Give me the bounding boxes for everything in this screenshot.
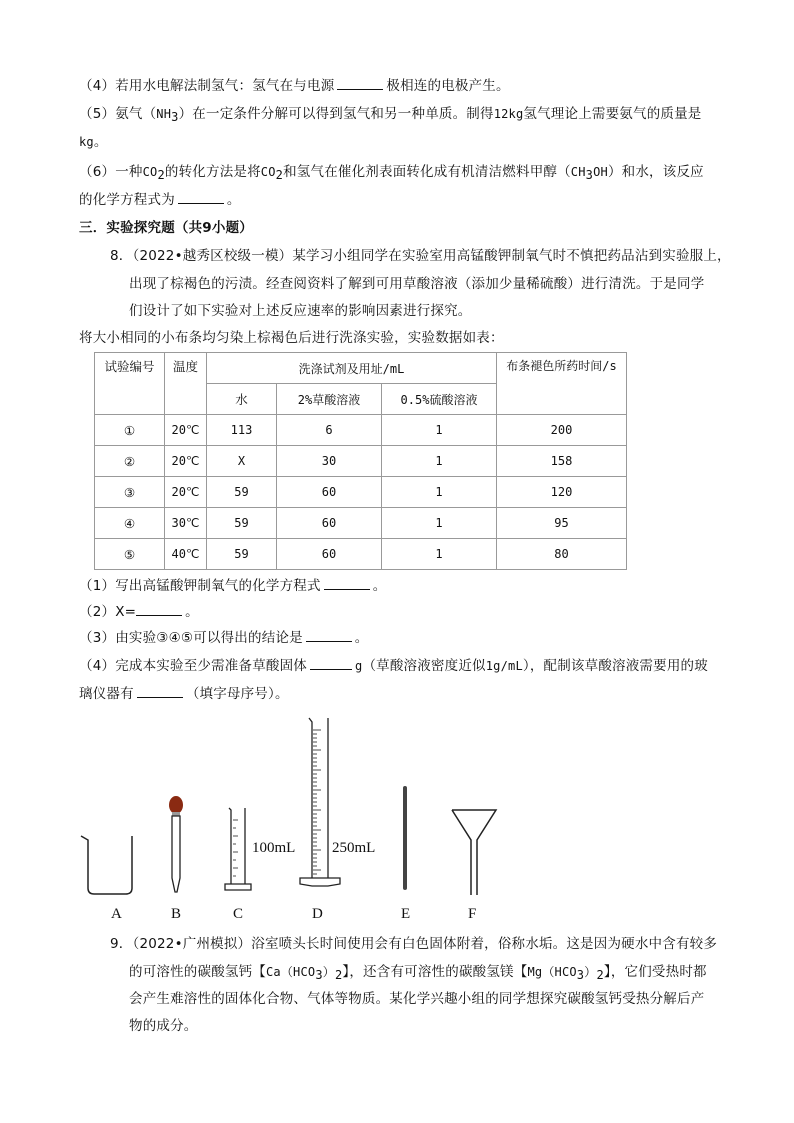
graduated-cylinder-100ml-icon — [225, 808, 251, 890]
table-row — [95, 415, 627, 446]
header-temp: 温度 — [165, 353, 207, 415]
glass-rod-icon — [403, 786, 407, 890]
q9-line2: 的可溶性的碳酸氢钙【$Ca(HCO_3)_2$】，还含有可溶性的碳酸氢镁【$Mg(HCO_3)_2$】，它们受热时都 — [129, 964, 707, 982]
cell-time: 200 — [497, 415, 627, 446]
cell-oxalic: 60 — [277, 477, 382, 508]
table-row — [95, 446, 627, 477]
cell-sulfuric: 1 — [382, 477, 497, 508]
subheader-water: 水 — [207, 384, 277, 415]
cell-water: 113 — [207, 415, 277, 446]
q7-part5: （5）氨气$(NH_3)$在一定条件分解可以得到氢气和另一种单质。制得12kg氢气理论上需要氨气的质量是 — [79, 106, 702, 124]
cell-time: 158 — [497, 446, 627, 477]
equipment-label-b: B — [171, 906, 182, 922]
q8-table-intro: 将大小相同的小布条均匀染上棕褐色后进行洗涤实验，实验数据如表： — [79, 330, 504, 346]
cell-id: ④ — [95, 508, 165, 539]
table-row — [95, 539, 627, 570]
table-header-row — [95, 353, 627, 384]
q7-part6: （6）一种$CO_2$的转化方法是将$CO_2$和氢气在催化剂表面转化成有机清洁燃料甲醇$(CH_3OH)$和水，该反应 — [79, 164, 704, 182]
subheader-sulfuric: 0.5%硫酸溶液 — [382, 384, 497, 415]
cell-temp: 20℃ — [165, 415, 207, 446]
cell-temp: 30℃ — [165, 508, 207, 539]
cell-sulfuric: 1 — [382, 508, 497, 539]
q8-sub1: （1）写出高锰酸钾制氧气的化学方程式 。 — [79, 578, 387, 594]
experiment-table — [94, 352, 627, 570]
q8-intro-line2: 出现了棕褐色的污渍。经查阅资料了解到可用草酸溶液（添加少量稀硫酸）进行清洗。于是同学 — [129, 276, 705, 292]
q9-line3: 会产生难溶性的固体化合物、气体等物质。某化学兴趣小组的同学想探究碳酸氢钙受热分解后产 — [129, 991, 705, 1007]
q8-sub4-line2: 璃仪器有 （填字母序号）。 — [79, 686, 289, 702]
beaker-icon — [81, 836, 132, 894]
q7-part5-line2: kg。 — [79, 134, 108, 150]
cell-oxalic: 6 — [277, 415, 382, 446]
q8-intro-line3: 们设计了如下实验对上述反应速率的影响因素进行探究。 — [129, 303, 472, 319]
cell-oxalic: 30 — [277, 446, 382, 477]
answer-blank[interactable] — [178, 190, 224, 204]
dropper-icon — [169, 796, 183, 892]
cell-time: 120 — [497, 477, 627, 508]
cell-temp: 40℃ — [165, 539, 207, 570]
cell-sulfuric: 1 — [382, 415, 497, 446]
answer-blank[interactable] — [337, 76, 383, 90]
header-time: 布条褪色所药时间/s — [497, 353, 627, 415]
equipment-label-f: F — [468, 906, 477, 922]
cell-oxalic: 60 — [277, 539, 382, 570]
answer-blank[interactable] — [310, 656, 352, 670]
volume-label-250ml: 250mL — [332, 840, 376, 856]
cell-temp: 20℃ — [165, 446, 207, 477]
answer-blank[interactable] — [306, 628, 352, 642]
equipment-label-c: C — [233, 906, 244, 922]
cell-id: ③ — [95, 477, 165, 508]
cell-oxalic: 60 — [277, 508, 382, 539]
cell-id: ② — [95, 446, 165, 477]
answer-blank[interactable] — [136, 602, 182, 616]
equipment-label-d: D — [312, 906, 323, 922]
q9-line4: 物的成分。 — [129, 1018, 198, 1034]
header-id: 试验编号 — [95, 353, 165, 415]
lab-equipment-figure — [0, 700, 794, 930]
q8-intro-line1: 8．（2022•越秀区校级一模）某学习小组同学在实验室用高锰酸钾制氧气时不慎把药品沾到实验服上， — [110, 248, 731, 264]
volume-label-100ml: 100mL — [252, 840, 296, 856]
table-row — [95, 477, 627, 508]
cell-temp: 20℃ — [165, 477, 207, 508]
cell-water: 59 — [207, 508, 277, 539]
table-row — [95, 508, 627, 539]
cell-time: 80 — [497, 539, 627, 570]
q8-sub4: （4）完成本实验至少需准备草酸固体 g（草酸溶液密度近似1g/mL），配制该草酸溶液需要用的玻 — [79, 658, 708, 674]
q8-sub2: （2）X= 。 — [79, 604, 199, 620]
graduated-cylinder-250ml-icon — [300, 718, 340, 886]
cell-water: 59 — [207, 539, 277, 570]
cell-time: 95 — [497, 508, 627, 539]
cell-id: ① — [95, 415, 165, 446]
q9-line1: 9．（2022•广州模拟）浴室喷头长时间使用会有白色固体附着，俗称水垢。这是因为硬水中含有较多 — [110, 936, 718, 952]
header-reagent: 洗涤试剂及用址/mL — [207, 353, 497, 384]
answer-blank[interactable] — [324, 576, 370, 590]
equipment-label-a: A — [111, 906, 122, 922]
subheader-oxalic: 2%草酸溶液 — [277, 384, 382, 415]
funnel-icon — [452, 810, 496, 895]
cell-id: ⑤ — [95, 539, 165, 570]
cell-water: X — [207, 446, 277, 477]
cell-sulfuric: 1 — [382, 446, 497, 477]
section-title: 三．实验探究题（共9小题） — [79, 220, 253, 236]
cell-sulfuric: 1 — [382, 539, 497, 570]
cell-water: 59 — [207, 477, 277, 508]
q7-part6-line2: 的化学方程式为 。 — [79, 192, 241, 208]
q7-part4: （4）若用水电解法制氢气：氢气在与电源 极相连的电极产生。 — [79, 78, 510, 94]
equipment-label-e: E — [401, 906, 411, 922]
answer-blank[interactable] — [137, 684, 183, 698]
q8-sub3: （3）由实验③④⑤可以得出的结论是 。 — [79, 630, 369, 646]
